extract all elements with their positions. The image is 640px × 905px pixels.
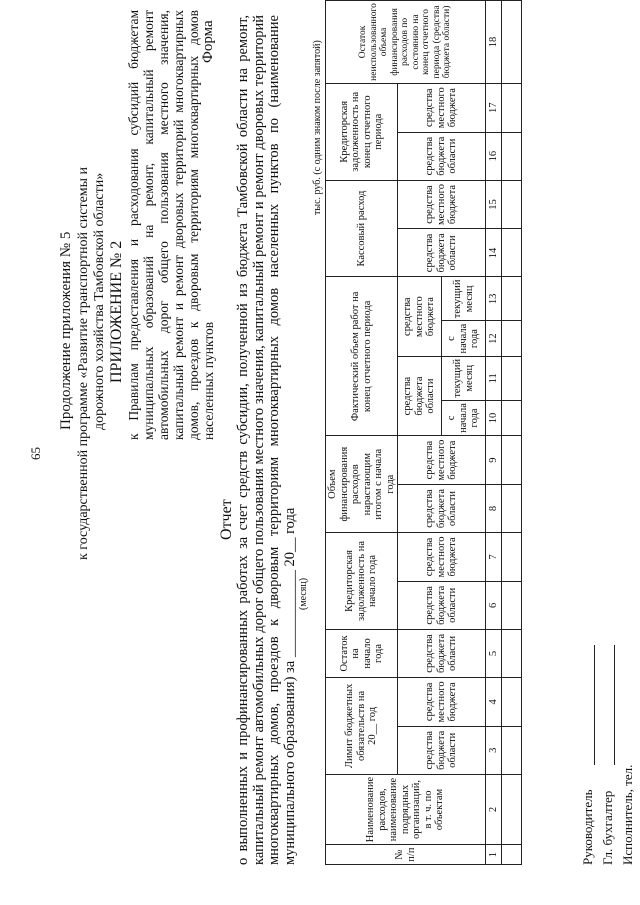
signature-accountant-line bbox=[614, 645, 615, 765]
report-description: о выполненных и профинансированных работах за счет средств субсидии, полученной из бюджета Тамбовской области на ремонт, капитальный ремонт автомобильных дорог общего пользования местного значения, капитальный ремонт и ремонт дворовых территорий многоквартирных домов, проездов к дворовым территориям многоквартирных домов населенных пунктов по (наименование муниципального образования) за ____________ 20__ года bbox=[235, 15, 298, 865]
form-label: Форма bbox=[200, 20, 216, 63]
table-cell bbox=[502, 356, 522, 400]
table-cell bbox=[502, 180, 522, 229]
sub-limit-local: средства местного бюджета bbox=[398, 678, 486, 727]
col-number: 12 bbox=[486, 321, 502, 357]
appendix-title: ПРИЛОЖЕНИЕ № 2 bbox=[108, 240, 125, 383]
col-number: 14 bbox=[486, 229, 502, 277]
sub-actual-regional-month: текущий месяц bbox=[442, 356, 486, 400]
table-cell bbox=[502, 132, 522, 180]
table-cell bbox=[502, 277, 522, 321]
units-label: тыс. руб. (с одним знаком после запятой) bbox=[312, 40, 323, 215]
header-num: № п/п bbox=[326, 845, 486, 865]
header-cash: Кассовый расход bbox=[326, 180, 398, 277]
table-cell bbox=[502, 581, 522, 629]
col-number: 9 bbox=[486, 436, 502, 485]
header-funding: Объем финансирования расходов нарастающим итогом с начала года bbox=[326, 436, 398, 533]
signature-executor: Исполнитель, тел. bbox=[620, 764, 635, 865]
sub-credit-start-regional: средства бюджета области bbox=[398, 581, 486, 629]
report-title: Отчет bbox=[218, 499, 235, 540]
col-number: 2 bbox=[486, 774, 502, 844]
table-cell bbox=[502, 1, 522, 84]
table-cell bbox=[502, 83, 522, 132]
col-number: 1 bbox=[486, 845, 502, 865]
col-number: 4 bbox=[486, 678, 502, 727]
header-line-2: к государственной программе «Развитие транспортной системы и bbox=[76, 166, 91, 560]
sub-credit-end-regional: средства бюджета области bbox=[398, 132, 486, 180]
sub-credit-start-local: средства местного бюджета bbox=[398, 533, 486, 582]
table-cell bbox=[502, 533, 522, 582]
table-cell bbox=[502, 678, 522, 727]
signature-head: Руководитель bbox=[580, 789, 595, 865]
col-number: 11 bbox=[486, 356, 502, 400]
table-cell bbox=[502, 774, 522, 844]
col-number: 7 bbox=[486, 533, 502, 582]
table-empty-row bbox=[502, 1, 522, 865]
sub-credit-end-local: средства местного бюджета bbox=[398, 83, 486, 132]
sub-cash-local: средства местного бюджета bbox=[398, 180, 486, 229]
col-number: 13 bbox=[486, 277, 502, 321]
col-number: 6 bbox=[486, 581, 502, 629]
sub-actual-regional-from-start: с начала года bbox=[442, 400, 486, 436]
table-cell bbox=[502, 726, 522, 774]
table-cell bbox=[502, 484, 522, 532]
sub-limit-regional: средства бюджета области bbox=[398, 726, 486, 774]
col-number: 8 bbox=[486, 484, 502, 532]
sub-actual-regional: средства бюджета области bbox=[398, 356, 442, 435]
col-number: 16 bbox=[486, 132, 502, 180]
table-cell bbox=[502, 400, 522, 436]
sub-funding-local: средства местного бюджета bbox=[398, 436, 486, 485]
report-table bbox=[325, 0, 522, 865]
signature-accountant: Гл. бухгалтер bbox=[600, 790, 615, 865]
table-header-row-2 bbox=[398, 1, 442, 865]
table-cell bbox=[502, 436, 522, 485]
table-header-row-1 bbox=[326, 1, 398, 865]
sub-actual-local-month: текущий месяц bbox=[442, 277, 486, 321]
header-line-1: Продолжение приложения № 5 bbox=[58, 231, 74, 430]
sub-balance-regional: средства бюджета области bbox=[398, 629, 486, 677]
sub-cash-regional: средства бюджета области bbox=[398, 229, 486, 277]
header-unused: Остаток неиспользованного объема финансирования расходов по состоянию на конец отчетного периода (средства бюджета области) bbox=[326, 1, 486, 84]
page-number: 65 bbox=[28, 447, 43, 460]
month-label: (месяц) bbox=[298, 577, 309, 610]
table-cell bbox=[502, 845, 522, 865]
col-number: 17 bbox=[486, 83, 502, 132]
signature-head-line bbox=[594, 645, 595, 765]
table-cell bbox=[502, 321, 522, 357]
sub-funding-regional: средства бюджета области bbox=[398, 484, 486, 532]
header-credit-start: Кредиторская задолженность на начало года bbox=[326, 533, 398, 630]
header-credit-end: Кредиторская задолженность на конец отчетного периода bbox=[326, 83, 398, 180]
table-cell bbox=[502, 629, 522, 677]
header-name: Наименование расходов, наименование подрядных организаций, в т. ч. по объектам bbox=[326, 774, 486, 844]
col-number: 18 bbox=[486, 1, 502, 84]
col-number: 5 bbox=[486, 629, 502, 677]
table-column-numbers-row bbox=[486, 1, 502, 865]
col-number: 15 bbox=[486, 180, 502, 229]
sub-actual-local: средства местного бюджета bbox=[398, 277, 442, 356]
header-actual: Фактический объем работ на конец отчетного периода bbox=[326, 277, 398, 436]
header-balance: Остаток на начало года bbox=[326, 629, 398, 677]
header-line-3: дорожного хозяйства Тамбовской области» bbox=[92, 172, 107, 430]
sub-actual-local-from-start: с начала года bbox=[442, 321, 486, 357]
table-cell bbox=[502, 229, 522, 277]
col-number: 10 bbox=[486, 400, 502, 436]
header-limit: Лимит бюджетных обязательств на 20__ год bbox=[326, 678, 398, 775]
rules-text: к Правилам предоставления и расходования субсидий бюджетам муниципальных образований на ремонт, капитальный ремонт автомобильных дорог общего пользования местного значения, капитальный ремонт и ремонт дворовых территорий многоквартирных домов, проездов к дворовым территориям многоквартирных домов населенных пунктов bbox=[126, 10, 216, 440]
col-number: 3 bbox=[486, 726, 502, 774]
